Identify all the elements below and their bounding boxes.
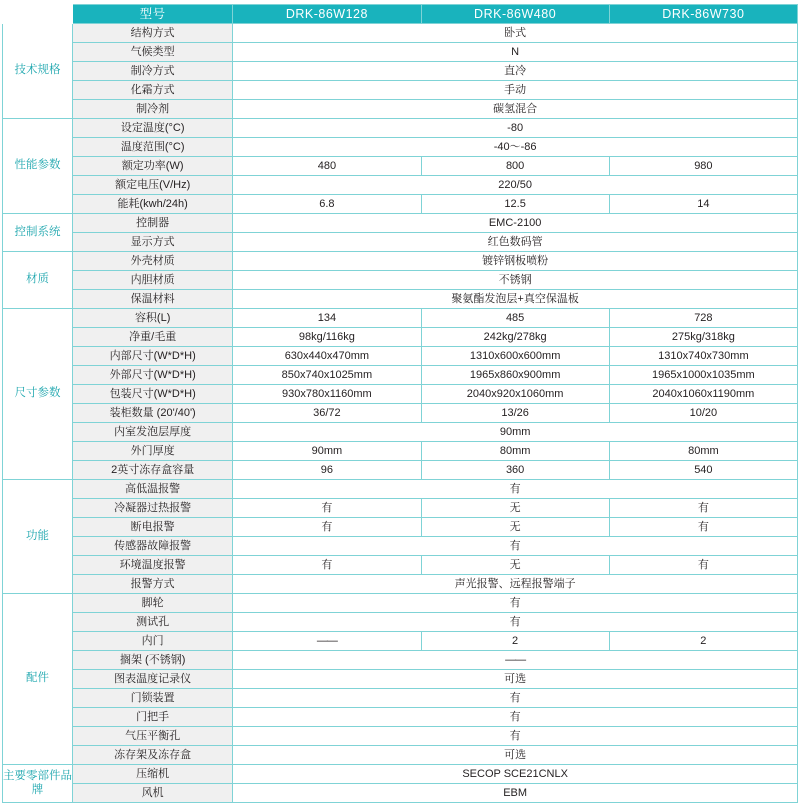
table-row — [3, 708, 798, 727]
table-row — [3, 271, 798, 290]
spec-value-model-3: 有 — [609, 518, 797, 537]
spec-item-label: 温度范围(°C) — [73, 138, 233, 157]
spec-value-all-models: 有 — [233, 594, 798, 613]
spec-value-all-models: 聚氨酯发泡层+真空保温板 — [233, 290, 798, 309]
spec-value-model-3: 有 — [609, 499, 797, 518]
spec-item-label: 门锁装置 — [73, 689, 233, 708]
spec-value-all-models: 可选 — [233, 670, 798, 689]
group-label: 功能 — [3, 480, 73, 594]
table-header — [3, 5, 798, 24]
spec-value-model-2: 无 — [421, 518, 609, 537]
spec-value-model-2: 485 — [421, 309, 609, 328]
spec-item-label: 图表温度记录仪 — [73, 670, 233, 689]
spec-item-label: 设定温度(°C) — [73, 119, 233, 138]
spec-item-label: 控制器 — [73, 214, 233, 233]
table-row — [3, 138, 798, 157]
table-row — [3, 157, 798, 176]
spec-item-label: 额定功率(W) — [73, 157, 233, 176]
spec-value-model-1: 850x740x1025mm — [233, 366, 421, 385]
spec-value-model-1: —— — [233, 632, 421, 651]
spec-item-label: 装柜数量 (20'/40') — [73, 404, 233, 423]
spec-value-all-models: 红色数码管 — [233, 233, 798, 252]
table-row — [3, 480, 798, 499]
table-row — [3, 651, 798, 670]
specification-table — [2, 4, 798, 803]
spec-item-label: 结构方式 — [73, 24, 233, 43]
table-row — [3, 765, 798, 784]
spec-value-all-models: 可选 — [233, 746, 798, 765]
spec-item-label: 气候类型 — [73, 43, 233, 62]
spec-value-model-2: 1310x600x600mm — [421, 347, 609, 366]
spec-item-label: 额定电压(V/Hz) — [73, 176, 233, 195]
spec-value-model-3: 540 — [609, 461, 797, 480]
table-row — [3, 328, 798, 347]
spec-value-all-models: 卧式 — [233, 24, 798, 43]
group-label: 性能参数 — [3, 119, 73, 214]
spec-value-model-2: 2040x920x1060mm — [421, 385, 609, 404]
spec-item-label: 断电报警 — [73, 518, 233, 537]
table-row — [3, 176, 798, 195]
spec-value-model-1: 98kg/116kg — [233, 328, 421, 347]
spec-item-label: 气压平衡孔 — [73, 727, 233, 746]
spec-item-label: 容积(L) — [73, 309, 233, 328]
spec-value-model-1: 630x440x470mm — [233, 347, 421, 366]
table-row — [3, 62, 798, 81]
header-model-2: DRK-86W480 — [421, 5, 609, 24]
spec-item-label: 外部尺寸(W*D*H) — [73, 366, 233, 385]
table-row — [3, 81, 798, 100]
table-row — [3, 632, 798, 651]
group-label: 控制系统 — [3, 214, 73, 252]
table-row — [3, 43, 798, 62]
group-label: 技术规格 — [3, 24, 73, 119]
table-row — [3, 233, 798, 252]
spec-item-label: 环境温度报警 — [73, 556, 233, 575]
table-row — [3, 214, 798, 233]
spec-item-label: 测试孔 — [73, 613, 233, 632]
spec-value-model-2: 12.5 — [421, 195, 609, 214]
spec-item-label: 外壳材质 — [73, 252, 233, 271]
spec-value-all-models: 220/50 — [233, 176, 798, 195]
spec-value-all-models: -80 — [233, 119, 798, 138]
spec-item-label: 2英寸冻存盒容量 — [73, 461, 233, 480]
spec-value-model-1: 90mm — [233, 442, 421, 461]
spec-value-all-models: -40〜-86 — [233, 138, 798, 157]
header-model-3: DRK-86W730 — [609, 5, 797, 24]
spec-value-model-2: 无 — [421, 499, 609, 518]
spec-item-label: 压缩机 — [73, 765, 233, 784]
spec-value-model-3: 980 — [609, 157, 797, 176]
table-row — [3, 195, 798, 214]
table-row — [3, 689, 798, 708]
spec-item-label: 报警方式 — [73, 575, 233, 594]
spec-value-model-2: 无 — [421, 556, 609, 575]
table-row — [3, 290, 798, 309]
spec-value-all-models: EMC-2100 — [233, 214, 798, 233]
spec-item-label: 能耗(kwh/24h) — [73, 195, 233, 214]
spec-value-model-2: 1965x860x900mm — [421, 366, 609, 385]
table-row — [3, 24, 798, 43]
spec-item-label: 制冷方式 — [73, 62, 233, 81]
spec-value-model-2: 242kg/278kg — [421, 328, 609, 347]
header-model-label: 型号 — [73, 5, 233, 24]
table-row — [3, 366, 798, 385]
spec-value-all-models: 碳氢混合 — [233, 100, 798, 119]
spec-value-all-models: 有 — [233, 689, 798, 708]
table-row — [3, 556, 798, 575]
spec-value-model-3: 275kg/318kg — [609, 328, 797, 347]
spec-item-label: 脚轮 — [73, 594, 233, 613]
group-label: 配件 — [3, 594, 73, 765]
spec-value-all-models: 镀锌钢板喷粉 — [233, 252, 798, 271]
spec-item-label: 内胆材质 — [73, 271, 233, 290]
table-row — [3, 461, 798, 480]
spec-value-model-2: 80mm — [421, 442, 609, 461]
spec-value-all-models: 声光报警、远程报警端子 — [233, 575, 798, 594]
header-row — [3, 5, 798, 24]
spec-value-all-models: 手动 — [233, 81, 798, 100]
table-row — [3, 727, 798, 746]
table-row — [3, 442, 798, 461]
group-label: 材质 — [3, 252, 73, 309]
spec-value-model-1: 有 — [233, 499, 421, 518]
spec-value-model-1: 96 — [233, 461, 421, 480]
spec-item-label: 高低温报警 — [73, 480, 233, 499]
spec-value-all-models: 有 — [233, 537, 798, 556]
spec-item-label: 内室发泡层厚度 — [73, 423, 233, 442]
spec-value-model-3: 80mm — [609, 442, 797, 461]
spec-value-model-3: 10/20 — [609, 404, 797, 423]
spec-value-all-models: 有 — [233, 613, 798, 632]
spec-value-model-3: 2 — [609, 632, 797, 651]
spec-item-label: 外门厚度 — [73, 442, 233, 461]
table-row — [3, 537, 798, 556]
spec-value-model-3: 14 — [609, 195, 797, 214]
table-row — [3, 423, 798, 442]
spec-value-model-3: 2040x1060x1190mm — [609, 385, 797, 404]
spec-value-model-1: 480 — [233, 157, 421, 176]
spec-value-all-models: 直冷 — [233, 62, 798, 81]
spec-value-model-2: 360 — [421, 461, 609, 480]
spec-item-label: 化霜方式 — [73, 81, 233, 100]
spec-item-label: 显示方式 — [73, 233, 233, 252]
spec-value-all-models: SECOP SCE21CNLX — [233, 765, 798, 784]
spec-item-label: 搁架 (不锈钢) — [73, 651, 233, 670]
table-body — [3, 24, 798, 803]
spec-item-label: 内门 — [73, 632, 233, 651]
spec-value-model-1: 有 — [233, 556, 421, 575]
spec-item-label: 内部尺寸(W*D*H) — [73, 347, 233, 366]
table-row — [3, 575, 798, 594]
spec-value-model-1: 134 — [233, 309, 421, 328]
table-row — [3, 594, 798, 613]
table-row — [3, 119, 798, 138]
spec-value-model-1: 有 — [233, 518, 421, 537]
spec-value-model-3: 有 — [609, 556, 797, 575]
spec-value-all-models: 有 — [233, 708, 798, 727]
spec-item-label: 门把手 — [73, 708, 233, 727]
spec-value-model-3: 1965x1000x1035mm — [609, 366, 797, 385]
group-label: 主要零部件品牌 — [3, 765, 73, 803]
spec-value-all-models: 不锈钢 — [233, 271, 798, 290]
spec-item-label: 风机 — [73, 784, 233, 803]
table-row — [3, 385, 798, 404]
spec-item-label: 保温材料 — [73, 290, 233, 309]
spec-value-model-2: 13/26 — [421, 404, 609, 423]
spec-value-all-models: EBM — [233, 784, 798, 803]
table-row — [3, 347, 798, 366]
spec-item-label: 冻存架及冻存盒 — [73, 746, 233, 765]
table-row — [3, 746, 798, 765]
header-corner-cell — [3, 5, 73, 24]
spec-item-label: 传感器故障报警 — [73, 537, 233, 556]
group-label: 尺寸参数 — [3, 309, 73, 480]
spec-item-label: 冷凝器过热报警 — [73, 499, 233, 518]
spec-value-all-models: 有 — [233, 727, 798, 746]
spec-item-label: 制冷剂 — [73, 100, 233, 119]
table-row — [3, 309, 798, 328]
table-row — [3, 100, 798, 119]
spec-value-all-models: 有 — [233, 480, 798, 499]
table-row — [3, 404, 798, 423]
spec-value-model-3: 728 — [609, 309, 797, 328]
spec-value-all-models: 90mm — [233, 423, 798, 442]
table-row — [3, 252, 798, 271]
spec-value-all-models: N — [233, 43, 798, 62]
spec-item-label: 净重/毛重 — [73, 328, 233, 347]
spec-value-model-1: 6.8 — [233, 195, 421, 214]
table-row — [3, 499, 798, 518]
table-row — [3, 518, 798, 537]
spec-item-label: 包装尺寸(W*D*H) — [73, 385, 233, 404]
spec-value-all-models: —— — [233, 651, 798, 670]
table-row — [3, 613, 798, 632]
spec-value-model-1: 36/72 — [233, 404, 421, 423]
spec-value-model-1: 930x780x1160mm — [233, 385, 421, 404]
header-model-1: DRK-86W128 — [233, 5, 421, 24]
spec-value-model-3: 1310x740x730mm — [609, 347, 797, 366]
table-row — [3, 670, 798, 689]
table-row — [3, 784, 798, 803]
spec-value-model-2: 2 — [421, 632, 609, 651]
spec-value-model-2: 800 — [421, 157, 609, 176]
